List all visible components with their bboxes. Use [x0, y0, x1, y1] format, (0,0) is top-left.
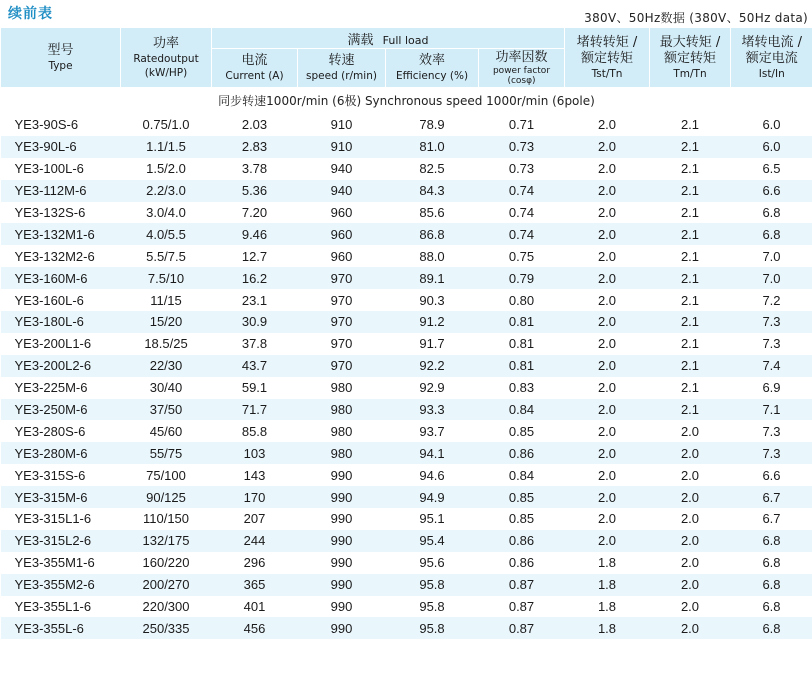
cell-efficiency: 91.7	[386, 333, 479, 355]
cell-tst: 2.0	[565, 377, 650, 399]
cell-current: 103	[212, 442, 298, 464]
header-tm-zh2: 额定转矩	[663, 50, 716, 66]
cell-ist: 6.9	[731, 377, 812, 399]
cell-type: YE3-225M-6	[1, 377, 121, 399]
cell-current: 37.8	[212, 333, 298, 355]
header-output-en1: Ratedoutput	[133, 52, 199, 65]
cell-speed: 990	[298, 617, 386, 639]
cell-tst: 2.0	[565, 333, 650, 355]
cell-tst: 2.0	[565, 399, 650, 421]
header-tst-en: Tst/Tn	[591, 67, 623, 80]
header-efficiency	[386, 49, 479, 88]
cell-tm: 2.0	[650, 617, 731, 639]
cell-current: 85.8	[212, 420, 298, 442]
header-tst	[565, 28, 650, 87]
cell-power-factor: 0.81	[479, 355, 565, 377]
header-current-zh: 电流	[241, 53, 268, 68]
cell-efficiency: 95.6	[386, 552, 479, 574]
table-row	[1, 530, 812, 552]
cell-efficiency: 91.2	[386, 311, 479, 333]
cell-current: 43.7	[212, 355, 298, 377]
cell-output: 22/30	[121, 355, 212, 377]
header-ist	[731, 28, 812, 87]
cell-ist: 6.8	[731, 223, 812, 245]
cell-efficiency: 94.9	[386, 486, 479, 508]
cell-tst: 2.0	[565, 355, 650, 377]
table-row	[1, 311, 812, 333]
cell-tst: 2.0	[565, 289, 650, 311]
cell-tm: 2.1	[650, 399, 731, 421]
cell-output: 7.5/10	[121, 267, 212, 289]
cell-tm: 2.0	[650, 464, 731, 486]
cell-ist: 6.8	[731, 202, 812, 224]
cell-ist: 6.5	[731, 158, 812, 180]
cell-tst: 1.8	[565, 596, 650, 618]
header-full-load	[212, 28, 565, 49]
cell-efficiency: 95.8	[386, 617, 479, 639]
header-type-zh: 型号	[47, 42, 74, 58]
cell-power-factor: 0.71	[479, 114, 565, 136]
table-row	[1, 202, 812, 224]
cell-power-factor: 0.80	[479, 289, 565, 311]
header-power-factor	[479, 49, 565, 88]
table-row	[1, 442, 812, 464]
cell-speed: 990	[298, 464, 386, 486]
cell-output: 3.0/4.0	[121, 202, 212, 224]
cell-power-factor: 0.86	[479, 552, 565, 574]
cell-output: 0.75/1.0	[121, 114, 212, 136]
sync-speed-note: 同步转速1000r/min (6极) Synchronous speed 1000r/min (6pole)	[1, 87, 812, 114]
header-efficiency-zh: 效率	[418, 53, 445, 68]
header-tm-en: Tm/Tn	[673, 67, 707, 80]
cell-speed: 910	[298, 136, 386, 158]
cell-output: 75/100	[121, 464, 212, 486]
cell-speed: 910	[298, 114, 386, 136]
cell-output: 2.2/3.0	[121, 180, 212, 202]
cell-efficiency: 95.4	[386, 530, 479, 552]
cell-power-factor: 0.87	[479, 596, 565, 618]
cell-speed: 980	[298, 420, 386, 442]
cell-tm: 2.1	[650, 180, 731, 202]
table-row	[1, 596, 812, 618]
cell-speed: 990	[298, 596, 386, 618]
cell-current: 170	[212, 486, 298, 508]
cell-speed: 980	[298, 377, 386, 399]
table-row	[1, 223, 812, 245]
cell-output: 90/125	[121, 486, 212, 508]
header-output	[121, 28, 212, 87]
cell-ist: 6.7	[731, 486, 812, 508]
table-row	[1, 464, 812, 486]
cell-efficiency: 94.1	[386, 442, 479, 464]
cell-tst: 2.0	[565, 267, 650, 289]
cell-power-factor: 0.75	[479, 245, 565, 267]
cell-efficiency: 85.6	[386, 202, 479, 224]
table-row	[1, 574, 812, 596]
cell-current: 12.7	[212, 245, 298, 267]
cell-power-factor: 0.84	[479, 399, 565, 421]
cell-efficiency: 81.0	[386, 136, 479, 158]
cell-current: 456	[212, 617, 298, 639]
cell-ist: 6.7	[731, 508, 812, 530]
cell-output: 18.5/25	[121, 333, 212, 355]
header-speed-zh: 转速	[328, 53, 355, 68]
cell-tst: 2.0	[565, 245, 650, 267]
cell-current: 296	[212, 552, 298, 574]
cell-ist: 7.1	[731, 399, 812, 421]
table-row	[1, 377, 812, 399]
cell-tm: 2.1	[650, 202, 731, 224]
cell-type: YE3-112M-6	[1, 180, 121, 202]
cell-efficiency: 78.9	[386, 114, 479, 136]
header-ist-zh1: 堵转电流 /	[741, 34, 802, 50]
continued-table-title: 续前表	[8, 6, 53, 22]
cell-efficiency: 92.2	[386, 355, 479, 377]
header-tst-zh2: 额定转矩	[580, 50, 633, 66]
table-row	[1, 486, 812, 508]
cell-type: YE3-200L1-6	[1, 333, 121, 355]
cell-current: 71.7	[212, 399, 298, 421]
cell-output: 110/150	[121, 508, 212, 530]
cell-type: YE3-90S-6	[1, 114, 121, 136]
cell-output: 1.5/2.0	[121, 158, 212, 180]
table-row	[1, 420, 812, 442]
table-row	[1, 617, 812, 639]
table-row	[1, 399, 812, 421]
table-row	[1, 552, 812, 574]
cell-power-factor: 0.85	[479, 508, 565, 530]
cell-efficiency: 93.7	[386, 420, 479, 442]
header-power-factor-en2: (cosφ)	[507, 76, 536, 86]
cell-type: YE3-160M-6	[1, 267, 121, 289]
table-row	[1, 508, 812, 530]
cell-current: 7.20	[212, 202, 298, 224]
cell-speed: 960	[298, 245, 386, 267]
header-efficiency-en: Efficiency (%)	[395, 70, 469, 82]
sync-speed-row	[1, 87, 812, 114]
cell-power-factor: 0.81	[479, 333, 565, 355]
cell-tm: 2.0	[650, 420, 731, 442]
header-current-en: Current (A)	[225, 70, 284, 82]
cell-tst: 2.0	[565, 202, 650, 224]
cell-output: 250/335	[121, 617, 212, 639]
header-power-factor-en1: power factor	[492, 66, 551, 76]
header-ist-zh2: 额定电流	[745, 50, 798, 66]
cell-tm: 2.1	[650, 377, 731, 399]
cell-speed: 990	[298, 508, 386, 530]
cell-speed: 940	[298, 158, 386, 180]
cell-output: 1.1/1.5	[121, 136, 212, 158]
cell-output: 37/50	[121, 399, 212, 421]
header-type-en: Type	[48, 59, 73, 72]
cell-ist: 6.6	[731, 180, 812, 202]
cell-current: 244	[212, 530, 298, 552]
cell-ist: 7.3	[731, 333, 812, 355]
cell-tst: 2.0	[565, 311, 650, 333]
header-full-load-en: Full load	[382, 33, 429, 47]
cell-speed: 960	[298, 223, 386, 245]
cell-tst: 2.0	[565, 136, 650, 158]
table-header	[1, 28, 812, 87]
cell-power-factor: 0.83	[479, 377, 565, 399]
cell-tst: 2.0	[565, 420, 650, 442]
cell-tst: 2.0	[565, 158, 650, 180]
cell-tm: 2.1	[650, 114, 731, 136]
cell-tst: 1.8	[565, 617, 650, 639]
cell-ist: 6.8	[731, 552, 812, 574]
cell-tst: 2.0	[565, 508, 650, 530]
cell-tm: 2.0	[650, 596, 731, 618]
cell-current: 23.1	[212, 289, 298, 311]
cell-type: YE3-315L2-6	[1, 530, 121, 552]
cell-tm: 2.0	[650, 508, 731, 530]
cell-efficiency: 90.3	[386, 289, 479, 311]
table-row	[1, 289, 812, 311]
cell-tm: 2.1	[650, 158, 731, 180]
cell-speed: 990	[298, 574, 386, 596]
cell-speed: 970	[298, 289, 386, 311]
cell-efficiency: 86.8	[386, 223, 479, 245]
cell-output: 45/60	[121, 420, 212, 442]
cell-output: 132/175	[121, 530, 212, 552]
cell-current: 2.03	[212, 114, 298, 136]
cell-power-factor: 0.86	[479, 530, 565, 552]
cell-type: YE3-355L1-6	[1, 596, 121, 618]
cell-current: 30.9	[212, 311, 298, 333]
cell-type: YE3-132M1-6	[1, 223, 121, 245]
cell-tm: 2.0	[650, 486, 731, 508]
cell-output: 220/300	[121, 596, 212, 618]
cell-tm: 2.1	[650, 223, 731, 245]
cell-tm: 2.1	[650, 355, 731, 377]
cell-tm: 2.0	[650, 552, 731, 574]
table-row	[1, 355, 812, 377]
cell-speed: 970	[298, 311, 386, 333]
voltage-frequency-note: 380V、50Hz数据 (380V、50Hz data)	[584, 11, 808, 25]
cell-efficiency: 92.9	[386, 377, 479, 399]
table-row	[1, 136, 812, 158]
cell-type: YE3-100L-6	[1, 158, 121, 180]
header-output-zh: 功率	[152, 35, 179, 51]
header-full-load-zh: 满载	[347, 32, 374, 48]
cell-current: 143	[212, 464, 298, 486]
cell-ist: 6.8	[731, 617, 812, 639]
cell-power-factor: 0.87	[479, 574, 565, 596]
table-row	[1, 245, 812, 267]
cell-power-factor: 0.87	[479, 617, 565, 639]
cell-ist: 6.0	[731, 136, 812, 158]
cell-ist: 7.3	[731, 442, 812, 464]
cell-efficiency: 82.5	[386, 158, 479, 180]
header-speed-en: speed (r/min)	[306, 70, 377, 82]
cell-tm: 2.1	[650, 245, 731, 267]
header-ist-en: Ist/In	[758, 67, 785, 80]
cell-power-factor: 0.73	[479, 158, 565, 180]
cell-ist: 7.3	[731, 420, 812, 442]
cell-power-factor: 0.86	[479, 442, 565, 464]
cell-power-factor: 0.79	[479, 267, 565, 289]
cell-type: YE3-132S-6	[1, 202, 121, 224]
cell-tm: 2.1	[650, 136, 731, 158]
table-row	[1, 114, 812, 136]
cell-power-factor: 0.85	[479, 486, 565, 508]
cell-type: YE3-315S-6	[1, 464, 121, 486]
cell-current: 9.46	[212, 223, 298, 245]
cell-type: YE3-200L2-6	[1, 355, 121, 377]
cell-efficiency: 94.6	[386, 464, 479, 486]
cell-speed: 980	[298, 442, 386, 464]
cell-output: 11/15	[121, 289, 212, 311]
cell-speed: 980	[298, 399, 386, 421]
header-tm-zh1: 最大转矩 /	[659, 34, 721, 50]
cell-power-factor: 0.74	[479, 180, 565, 202]
header-speed	[298, 49, 386, 88]
cell-tst: 2.0	[565, 223, 650, 245]
cell-tm: 2.0	[650, 530, 731, 552]
cell-type: YE3-280S-6	[1, 420, 121, 442]
cell-type: YE3-180L-6	[1, 311, 121, 333]
cell-output: 4.0/5.5	[121, 223, 212, 245]
cell-efficiency: 95.8	[386, 574, 479, 596]
header-tm	[650, 28, 731, 87]
cell-tm: 2.1	[650, 267, 731, 289]
cell-power-factor: 0.84	[479, 464, 565, 486]
table-row	[1, 158, 812, 180]
cell-output: 200/270	[121, 574, 212, 596]
cell-power-factor: 0.74	[479, 202, 565, 224]
cell-ist: 6.8	[731, 530, 812, 552]
header-current	[212, 49, 298, 88]
cell-power-factor: 0.85	[479, 420, 565, 442]
cell-current: 207	[212, 508, 298, 530]
cell-tst: 2.0	[565, 442, 650, 464]
cell-tm: 2.1	[650, 311, 731, 333]
cell-speed: 970	[298, 355, 386, 377]
header-type	[1, 28, 121, 87]
cell-type: YE3-355M1-6	[1, 552, 121, 574]
cell-ist: 7.4	[731, 355, 812, 377]
cell-ist: 7.0	[731, 245, 812, 267]
cell-output: 55/75	[121, 442, 212, 464]
cell-type: YE3-355M2-6	[1, 574, 121, 596]
cell-type: YE3-355L-6	[1, 617, 121, 639]
cell-tst: 2.0	[565, 530, 650, 552]
header-tst-zh1: 堵转转矩 /	[576, 34, 638, 50]
cell-tm: 2.0	[650, 574, 731, 596]
cell-tst: 1.8	[565, 552, 650, 574]
cell-tst: 2.0	[565, 114, 650, 136]
cell-ist: 6.6	[731, 464, 812, 486]
cell-speed: 990	[298, 552, 386, 574]
cell-speed: 970	[298, 267, 386, 289]
cell-current: 59.1	[212, 377, 298, 399]
table-row	[1, 180, 812, 202]
cell-output: 5.5/7.5	[121, 245, 212, 267]
cell-ist: 6.0	[731, 114, 812, 136]
cell-power-factor: 0.74	[479, 223, 565, 245]
cell-current: 401	[212, 596, 298, 618]
cell-type: YE3-315M-6	[1, 486, 121, 508]
cell-current: 16.2	[212, 267, 298, 289]
cell-tst: 2.0	[565, 180, 650, 202]
cell-speed: 990	[298, 486, 386, 508]
motor-spec-table	[0, 28, 812, 639]
cell-ist: 7.0	[731, 267, 812, 289]
cell-speed: 960	[298, 202, 386, 224]
cell-type: YE3-160L-6	[1, 289, 121, 311]
cell-tm: 2.1	[650, 289, 731, 311]
cell-speed: 940	[298, 180, 386, 202]
cell-output: 30/40	[121, 377, 212, 399]
header-output-en2: (kW/HP)	[144, 66, 188, 79]
cell-efficiency: 89.1	[386, 267, 479, 289]
cell-current: 2.83	[212, 136, 298, 158]
cell-tm: 2.1	[650, 333, 731, 355]
cell-type: YE3-132M2-6	[1, 245, 121, 267]
cell-ist: 7.2	[731, 289, 812, 311]
cell-tst: 2.0	[565, 486, 650, 508]
cell-output: 15/20	[121, 311, 212, 333]
cell-tst: 1.8	[565, 574, 650, 596]
cell-current: 365	[212, 574, 298, 596]
cell-efficiency: 93.3	[386, 399, 479, 421]
cell-output: 160/220	[121, 552, 212, 574]
cell-current: 5.36	[212, 180, 298, 202]
table-row	[1, 333, 812, 355]
cell-tm: 2.0	[650, 442, 731, 464]
table-body	[1, 87, 812, 639]
cell-efficiency: 84.3	[386, 180, 479, 202]
cell-type: YE3-315L1-6	[1, 508, 121, 530]
cell-ist: 6.8	[731, 574, 812, 596]
cell-current: 3.78	[212, 158, 298, 180]
header-power-factor-zh: 功率因数	[495, 50, 548, 65]
cell-efficiency: 95.1	[386, 508, 479, 530]
cell-type: YE3-250M-6	[1, 399, 121, 421]
cell-ist: 7.3	[731, 311, 812, 333]
cell-type: YE3-280M-6	[1, 442, 121, 464]
cell-power-factor: 0.81	[479, 311, 565, 333]
cell-speed: 990	[298, 530, 386, 552]
cell-power-factor: 0.73	[479, 136, 565, 158]
cell-efficiency: 95.8	[386, 596, 479, 618]
cell-tst: 2.0	[565, 464, 650, 486]
table-row	[1, 267, 812, 289]
cell-type: YE3-90L-6	[1, 136, 121, 158]
cell-efficiency: 88.0	[386, 245, 479, 267]
cell-ist: 6.8	[731, 596, 812, 618]
cell-speed: 970	[298, 333, 386, 355]
